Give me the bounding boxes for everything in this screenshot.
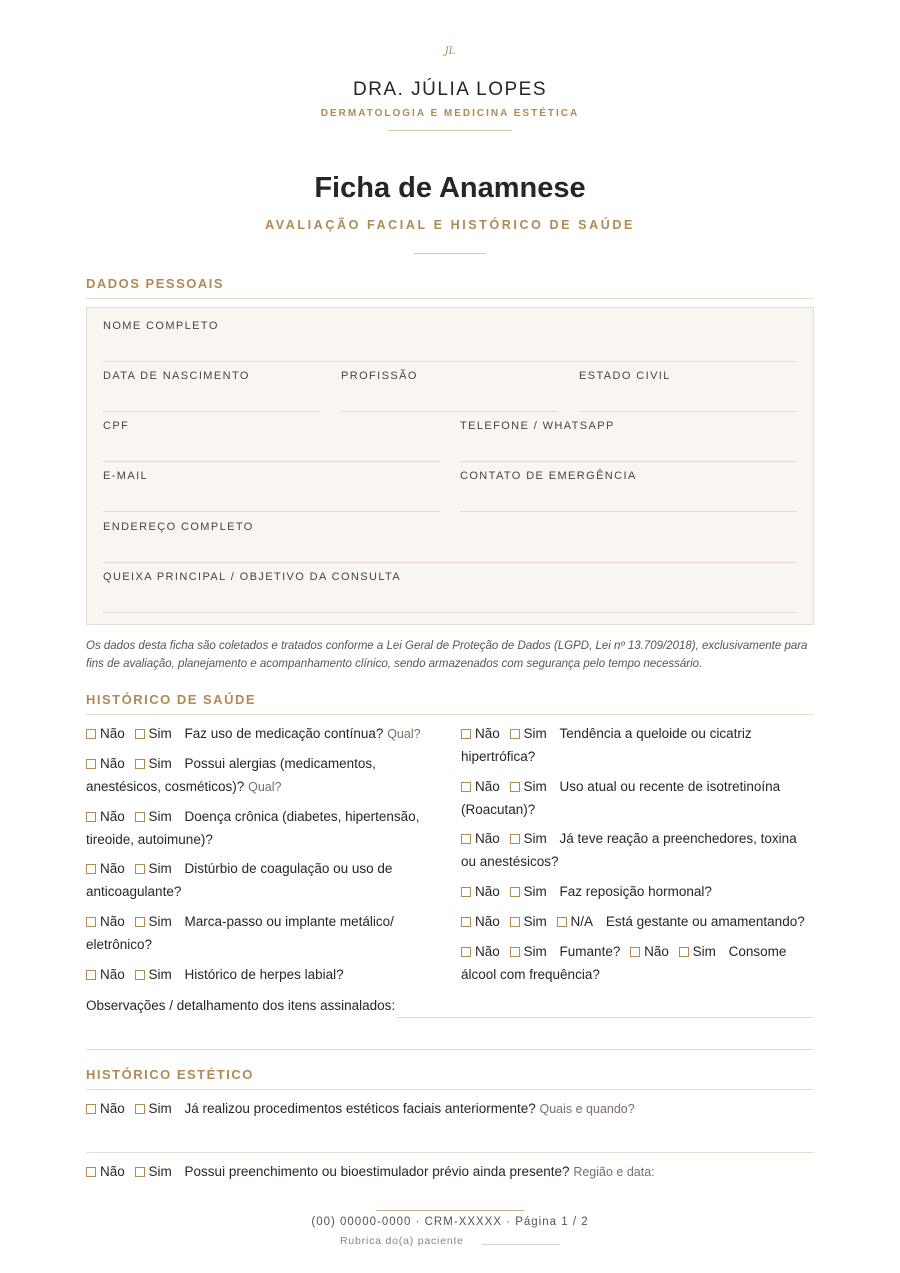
checkbox-yes[interactable] <box>510 917 520 927</box>
question-filler-reaction: Não Sim Já teve reação a preenchedores, toxina ou anestésicos? <box>461 831 797 869</box>
field-label: E-MAIL <box>103 470 149 482</box>
marital-status-field[interactable] <box>579 370 797 412</box>
checkbox-no[interactable] <box>461 729 471 739</box>
anamnesis-form-page <box>86 0 814 1273</box>
full-name-field[interactable] <box>103 320 797 362</box>
checkbox-no[interactable] <box>461 782 471 792</box>
email-field[interactable] <box>103 470 440 512</box>
signature-line[interactable] <box>482 1244 560 1245</box>
observations-line[interactable] <box>396 1017 814 1018</box>
checkbox-no[interactable] <box>461 917 471 927</box>
field-line <box>103 511 440 512</box>
question-previous-procedures: Não Sim Já realizou procedimentos estéticos faciais anteriormente? Quais e quando? <box>86 1098 814 1121</box>
answer-line[interactable] <box>86 1152 814 1153</box>
page-subtitle: AVALIAÇÃO FACIAL E HISTÓRICO DE SAÚDE <box>265 218 635 232</box>
field-line <box>579 411 797 412</box>
profession-field[interactable] <box>341 370 558 412</box>
checkbox-no[interactable] <box>86 970 96 980</box>
cpf-field[interactable] <box>103 420 440 462</box>
checkbox-yes[interactable] <box>510 834 520 844</box>
question-pacemaker: Não Sim Marca-passo ou implante metálico/ eletrônico? <box>86 914 394 952</box>
observations-line[interactable] <box>86 1049 814 1050</box>
question-herpes: Não Sim Histórico de herpes labial? <box>86 964 451 987</box>
field-line <box>460 511 797 512</box>
doctor-specialty: DERMATOLOGIA E MEDICINA ESTÉTICA <box>320 108 580 119</box>
field-line <box>103 461 440 462</box>
question-continuous-medication: Não Sim Faz uso de medicação contínua? Qual? <box>86 723 451 746</box>
checkbox-yes[interactable] <box>510 782 520 792</box>
checkbox-yes[interactable] <box>135 1167 145 1177</box>
section-title-health: HISTÓRICO DE SAÚDE <box>86 692 257 707</box>
checkbox-no[interactable] <box>461 887 471 897</box>
field-line <box>103 361 797 362</box>
section-title-aesthetic: HISTÓRICO ESTÉTICO <box>86 1067 254 1082</box>
question-smoker-alcohol: Não Sim Fumante? Não Sim Consome álcool com frequência? <box>461 944 787 982</box>
question-coagulation: Não Sim Distúrbio de coagulação ou uso de anticoagulante? <box>86 861 393 899</box>
section-rule <box>86 298 814 299</box>
checkbox-no[interactable] <box>86 759 96 769</box>
checkbox-no[interactable] <box>86 917 96 927</box>
field-line <box>103 612 797 613</box>
section-rule <box>86 1089 814 1090</box>
checkbox-yes[interactable] <box>135 1104 145 1114</box>
question-allergies: Não Sim Possui alergias (medicamentos, anestésicos, cosméticos)? Qual? <box>86 756 376 794</box>
phone-field[interactable] <box>460 420 797 462</box>
checkbox-yes[interactable] <box>510 729 520 739</box>
main-complaint-field[interactable] <box>103 571 797 613</box>
personal-data-box <box>86 307 814 625</box>
section-title-personal: DADOS PESSOAIS <box>86 276 225 291</box>
checkbox-yes[interactable] <box>135 864 145 874</box>
birth-date-field[interactable] <box>103 370 320 412</box>
field-label: ENDEREÇO COMPLETO <box>103 521 254 533</box>
field-label: DATA DE NASCIMENTO <box>103 370 250 382</box>
question-keloid: Não Sim Tendência a queloide ou cicatriz hipertrófica? <box>461 726 752 764</box>
signature-label: Rubrica do(a) paciente <box>340 1235 464 1247</box>
field-label: CPF <box>103 420 130 432</box>
field-label: ESTADO CIVIL <box>579 370 671 382</box>
question-hormone-replacement: Não Sim Faz reposição hormonal? <box>461 881 811 904</box>
checkbox-no[interactable] <box>630 947 640 957</box>
title-divider <box>414 253 486 254</box>
checkbox-no[interactable] <box>86 1167 96 1177</box>
page-title: Ficha de Anamnese <box>314 172 586 204</box>
checkbox-yes[interactable] <box>510 887 520 897</box>
checkbox-yes[interactable] <box>510 947 520 957</box>
checkbox-no[interactable] <box>86 1104 96 1114</box>
question-chronic-disease: Não Sim Doença crônica (diabetes, hipertensão, tireoide, autoimune)? <box>86 809 420 847</box>
field-label: NOME COMPLETO <box>103 320 219 332</box>
question-previous-filler: Não Sim Possui preenchimento ou bioestimulador prévio ainda presente? Região e data: <box>86 1161 814 1184</box>
section-rule <box>86 714 814 715</box>
checkbox-yes[interactable] <box>679 947 689 957</box>
checkbox-no[interactable] <box>461 947 471 957</box>
checkbox-yes[interactable] <box>135 970 145 980</box>
checkbox-no[interactable] <box>86 729 96 739</box>
doctor-name: DRA. JÚLIA LOPES <box>352 79 547 100</box>
field-line <box>341 411 558 412</box>
field-label: CONTATO DE EMERGÊNCIA <box>460 470 637 482</box>
lgpd-notice: Os dados desta ficha são coletados e tratados conforme a Lei Geral de Proteção de Dados (LGPD, Lei nº 13.709/2018), exclusivamente para fins de avaliação, planejamento e acompanhamento clínico, sendo armazenados com segurança pelo tempo necessário. <box>86 640 808 670</box>
field-line <box>103 562 797 563</box>
checkbox-no[interactable] <box>86 864 96 874</box>
question-pregnancy: Não Sim N/A Está gestante ou amamentando? <box>461 911 811 934</box>
field-label: QUEIXA PRINCIPAL / OBJETIVO DA CONSULTA <box>103 571 402 583</box>
emergency-contact-field[interactable] <box>460 470 797 512</box>
field-line <box>103 411 320 412</box>
checkbox-no[interactable] <box>461 834 471 844</box>
address-field[interactable] <box>103 521 797 563</box>
field-line <box>460 461 797 462</box>
header-divider <box>388 130 512 131</box>
field-label: PROFISSÃO <box>341 370 418 382</box>
field-label: TELEFONE / WHATSAPP <box>460 420 615 432</box>
checkbox-yes[interactable] <box>135 812 145 822</box>
monogram-logo: JL <box>444 46 456 57</box>
checkbox-no[interactable] <box>86 812 96 822</box>
checkbox-yes[interactable] <box>135 759 145 769</box>
checkbox-yes[interactable] <box>135 729 145 739</box>
checkbox-yes[interactable] <box>135 917 145 927</box>
observations-label: Observações / detalhamento dos itens assinalados: <box>86 998 396 1013</box>
footer-divider <box>376 1210 524 1211</box>
question-isotretinoin: Não Sim Uso atual ou recente de isotretinoína (Roacutan)? <box>461 779 781 817</box>
footer-contact: (00) 00000-0000 · CRM-XXXXX · Página 1 / 2 <box>311 1216 589 1228</box>
checkbox-na[interactable] <box>557 917 567 927</box>
